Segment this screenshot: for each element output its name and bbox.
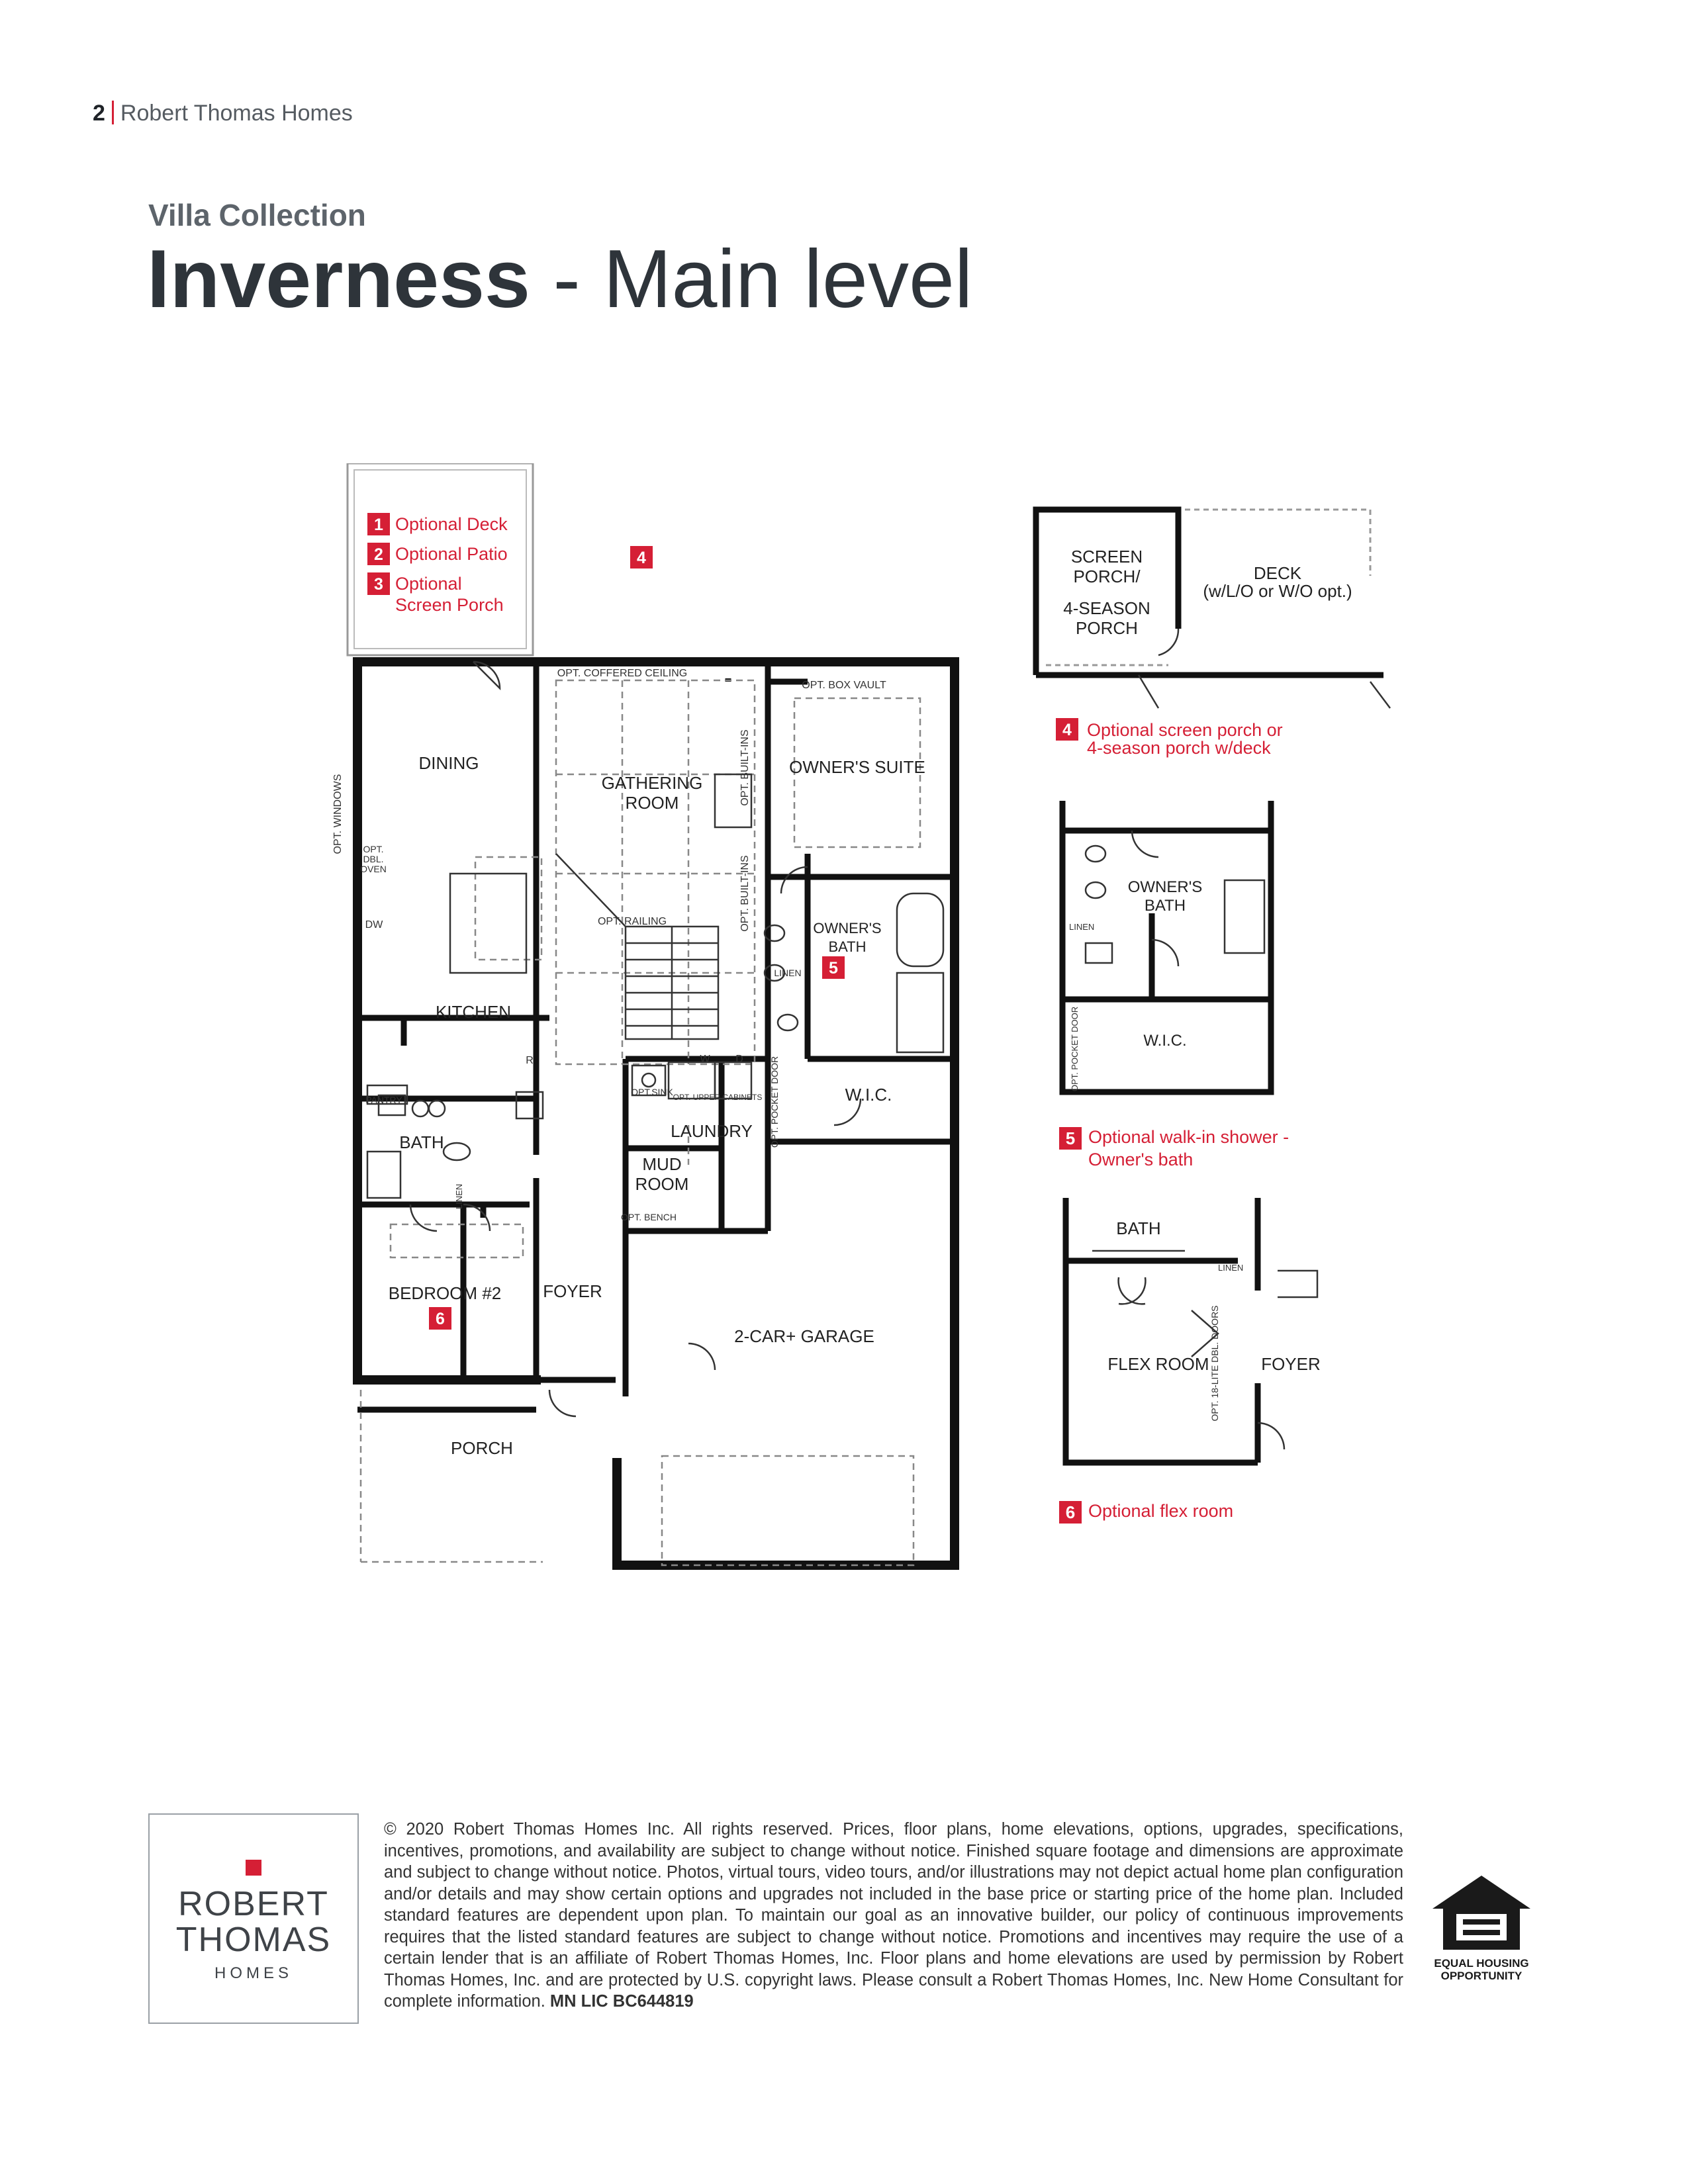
inset4-badge: 4 [1062, 721, 1072, 739]
room-mud-1: MUD [642, 1154, 682, 1174]
room-owners-bath-1: OWNER'S [813, 920, 882, 936]
inset6-caption-text: Optional flex room [1088, 1501, 1234, 1522]
note-built-ins-2: OPT. BUILT-INS [739, 855, 751, 932]
header-divider [112, 101, 114, 124]
equal-housing-icon [1431, 1873, 1532, 1952]
note-upper-cabinets: OPT. UPPER CABINETS [673, 1093, 763, 1102]
note-linen-2: LINEN [454, 1183, 464, 1210]
page-title [147, 233, 972, 326]
main-floor-plan [331, 463, 973, 1615]
header-brand: Robert Thomas Homes [120, 101, 353, 126]
collection-name: Villa Collection [148, 198, 366, 232]
inset-wic: W.I.C. [1143, 1032, 1187, 1050]
inset-deck-1: DECK [1253, 563, 1302, 583]
inset5-badge: 5 [1059, 1127, 1082, 1150]
badge-2: 2 [374, 545, 383, 564]
note-w: W [700, 1054, 710, 1065]
note-dw: DW [365, 919, 383, 931]
logo-mark-icon [246, 1860, 261, 1876]
equal-housing-text [1431, 1957, 1532, 1982]
logo-line-3: HOMES [214, 1964, 293, 1982]
inset5-caption-1: Optional walk-in shower - [1088, 1127, 1289, 1148]
page-header [93, 101, 353, 126]
inset-owners-bath-1: OWNER'S [1127, 878, 1203, 896]
logo-wordmark [150, 1886, 357, 1958]
note-linen-1: LINEN [774, 968, 802, 978]
plan-level: Main level [603, 234, 973, 325]
callout-screen-2: Screen Porch [395, 595, 504, 615]
logo-line-1: ROBERT [178, 1885, 329, 1923]
inset-screen-1: SCREEN [1070, 547, 1143, 567]
note-d: D [735, 1054, 743, 1065]
inset-screen-3: 4-SEASON [1063, 598, 1150, 618]
inset-linen-2: LINEN [1218, 1263, 1244, 1273]
note-built-ins-1: OPT. BUILT-INS [739, 729, 751, 806]
room-gathering-2: ROOM [625, 793, 679, 813]
inset-18-lite: OPT. 18-LITE DBL. DOORS [1209, 1305, 1220, 1422]
inset-owners-bath [1053, 801, 1317, 1099]
inset-linen: LINEN [1069, 922, 1095, 932]
badge-1: 1 [374, 516, 383, 534]
room-porch: PORCH [451, 1438, 513, 1458]
room-gathering-1: GATHERING [601, 773, 703, 793]
inset-deck-2: (w/L/O or W/O opt.) [1203, 581, 1352, 601]
license-number: MN LIC BC644819 [549, 1992, 694, 2011]
legal-disclaimer [384, 1819, 1403, 2013]
inset-flex-room [1053, 1185, 1344, 1476]
legal-text: © 2020 Robert Thomas Homes Inc. All rights reserved. Prices, floor plans, home elevations, options, upgrades, specifications, incentives, promotions, and availability are subject to change without notice. Finished square footage and dimensions are approximate and subject to change without notice. Photos, virtual tours, video tours, and/or illustrations may not depict actual home plan configuration and/or details and may show certain options and upgrades not included in the base price or starting price of the home plan. Included standard features are dependent upon plan. To maintain our goal as an innovative builder, our policy of continuous improvements requires that the listed standard features are subject to change without notice. Promotions and incentives may require the use of a certain lender that is an affiliate of Robert Thomas Homes, Inc. Floor plans and home elevations are used by permission by Robert Thomas Homes, Inc. and are protected by U.S. copyright laws. Please consult a Robert Thomas Homes, Inc. New Home Consultant for complete information. [384, 1820, 1403, 2011]
room-owners-bath-2: BATH [828, 938, 867, 955]
note-pantry: PANTRY [365, 1095, 402, 1105]
room-garage: 2-CAR+ GARAGE [734, 1326, 874, 1346]
callout-patio: Optional Patio [395, 544, 508, 564]
callout-deck: Optional Deck [395, 514, 508, 534]
plan-name: Inverness [147, 234, 531, 325]
note-r: R [526, 1055, 534, 1066]
room-kitchen: KITCHEN [435, 1002, 512, 1022]
room-laundry: LAUNDRY [671, 1121, 753, 1141]
room-dining: DINING [418, 753, 479, 773]
room-wic: W.I.C. [845, 1085, 892, 1105]
badge-5: 5 [829, 959, 838, 978]
room-owners-suite: OWNER'S SUITE [789, 757, 925, 777]
room-bath: BATH [399, 1132, 444, 1152]
callout-screen-1: Optional [395, 574, 462, 594]
note-opt-bench: OPT. BENCH [620, 1212, 677, 1222]
note-opt-sink: OPT.SINK [631, 1087, 673, 1097]
badge-4: 4 [637, 549, 646, 567]
note-opt-windows: OPT. WINDOWS [332, 774, 344, 854]
inset-screen-porch [1026, 496, 1410, 748]
page-number: 2 [93, 101, 105, 126]
note-railing: OPT. RAILING [597, 916, 667, 927]
inset-owners-bath-2: BATH [1144, 897, 1186, 915]
inset-foyer: FOYER [1261, 1354, 1321, 1374]
inset5-caption-2: Owner's bath [1088, 1150, 1194, 1169]
room-foyer: FOYER [543, 1281, 602, 1301]
title-separator: - [530, 234, 604, 325]
inset-screen-2: PORCH/ [1073, 567, 1141, 586]
inset-bath: BATH [1116, 1218, 1161, 1238]
inset4-caption-2: 4-season porch w/deck [1087, 738, 1271, 758]
room-bedroom-2: BEDROOM #2 [388, 1283, 502, 1303]
note-box-vault: OPT. BOX VAULT [802, 680, 886, 691]
equal-housing-logo [1431, 1873, 1532, 1982]
ehl-line-1: EQUAL HOUSING [1434, 1957, 1529, 1970]
inset6-badge: 6 [1059, 1501, 1082, 1524]
inset-screen-4: PORCH [1076, 618, 1138, 638]
badge-3: 3 [374, 575, 383, 594]
note-dbl-oven-3: OVEN [360, 864, 387, 874]
note-coffered: OPT. COFFERED CEILING [557, 668, 688, 679]
inset4-caption-1: Optional screen porch or [1087, 720, 1283, 740]
note-dbl-oven-2: DBL. [363, 854, 384, 864]
brand-logo [148, 1813, 359, 2024]
note-dbl-oven-1: OPT. [363, 844, 384, 854]
inset-flex-room-label: FLEX ROOM [1107, 1354, 1209, 1374]
inset5-caption [1059, 1127, 1289, 1169]
logo-line-2: THOMAS [175, 1921, 332, 1959]
inset-pocket-door: OPT. POCKET DOOR [1070, 1006, 1080, 1092]
badge-6: 6 [436, 1310, 445, 1328]
note-pocket-door: OPT. POCKET DOOR [769, 1056, 780, 1148]
inset6-caption [1059, 1501, 1233, 1524]
room-mud-2: ROOM [635, 1174, 689, 1194]
ehl-line-2: OPPORTUNITY [1440, 1970, 1523, 1982]
